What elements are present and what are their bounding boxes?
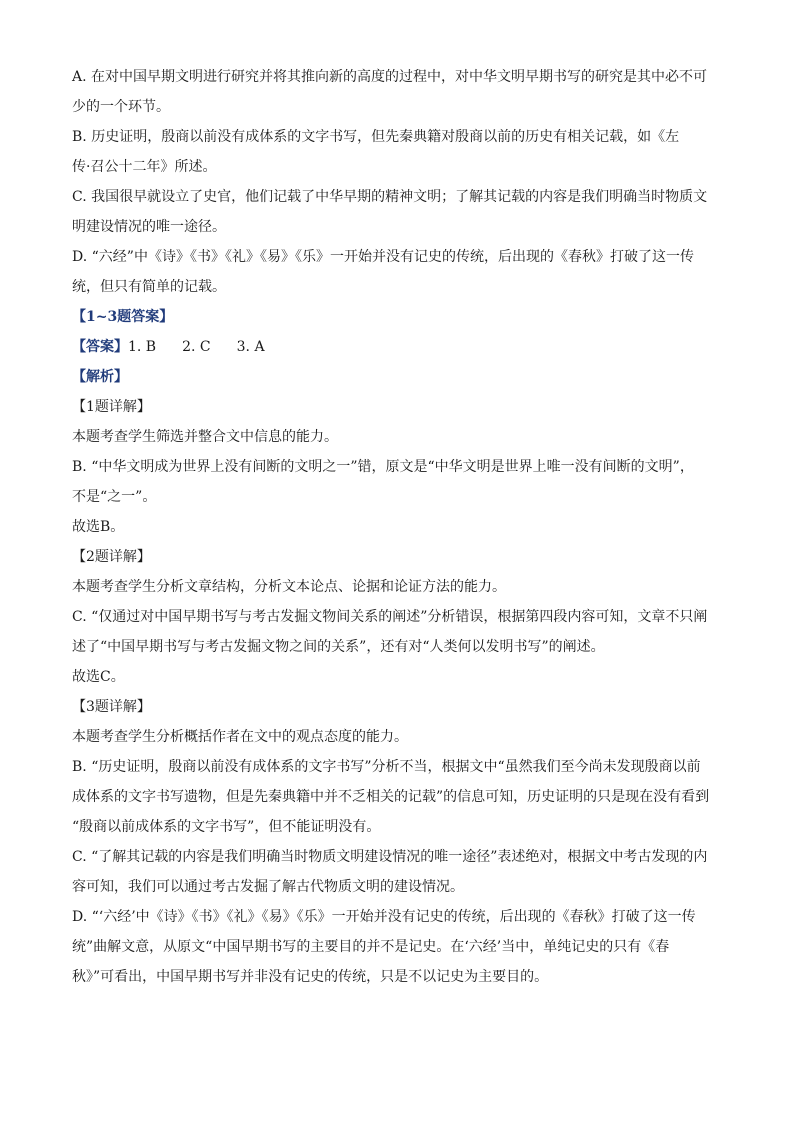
text-line: 明建设情况的唯一途径。: [72, 219, 226, 235]
answer-item: 3. A: [236, 339, 265, 355]
option-c: [72, 182, 724, 242]
text-line: 述了“中国早期书写与考古发掘文物之间的关系”，还有对“人类何以发明书写”的阐述。: [72, 639, 605, 655]
option-b: [72, 122, 724, 182]
text-line: “殷商以前成体系的文字书写”，但不能证明没有。: [72, 819, 381, 835]
q2-header: 【2题详解】: [72, 549, 151, 565]
text-line: 本题考查学生分析概括作者在文中的观点态度的能力。: [72, 729, 408, 745]
option-d: [72, 242, 724, 302]
answer-item: 2. C: [182, 339, 211, 355]
text-line: 故选B。: [72, 519, 125, 535]
text-line: 不是“之一”。: [72, 489, 157, 505]
text-line: B. “中华文明成为世界上没有间断的文明之一”错，原文是“中华文明是世界上唯一没有间断的文明”，: [72, 459, 694, 475]
text-line: 本题考查学生筛选并整合文中信息的能力。: [72, 429, 338, 445]
text-line: 容可知，我们可以通过考古发掘了解古代物质文明的建设情况。: [72, 879, 464, 895]
text-line: 成体系的文字书写遗物，但是先秦典籍中并不乏相关的记载”的信息可知，历史证明的只是现在没有看到: [72, 789, 710, 805]
text-line: 少的一个环节。: [72, 99, 170, 115]
text-line: B. 历史证明，殷商以前没有成体系的文字书写，但先秦典籍对殷商以前的历史有相关记载，如《左: [72, 129, 680, 145]
text-line: 统”曲解文意，从原文“中国早期书写的主要目的并不是记史。在‘六经’当中，单纯记史的只有《春: [72, 939, 670, 955]
q3-header: 【3题详解】: [72, 699, 151, 715]
text-line: D. “‘六经’中《诗》《书》《礼》《易》《乐》一开始并没有记史的传统，后出现的《春秋》打破了这一传: [72, 909, 696, 925]
text-line: D. “六经”中《诗》《书》《礼》《易》《乐》一开始并没有记史的传统，后出现的《春秋》打破了这一传: [72, 249, 694, 265]
text-line: 故选C。: [72, 669, 125, 685]
answer-label: 【答案】: [72, 339, 128, 355]
text-line: C. “了解其记载的内容是我们明确当时物质文明建设情况的唯一途径”表述绝对，根据文中考古发现的内: [72, 849, 708, 865]
answer-item: 1. B: [128, 339, 157, 355]
q1-detail: [72, 392, 724, 542]
analysis-header: 【解析】: [72, 369, 128, 385]
q3-detail: [72, 692, 724, 992]
text-line: 秋》”可看出，中国早期书写并非没有记史的传统，只是不以记史为主要目的。: [72, 969, 549, 985]
text-line: 传·召公十二年》所述。: [72, 159, 217, 175]
text-line: C. “仅通过对中国早期书写与考古发掘文物间关系的阐述”分析错误，根据第四段内容可知，文章不只阐: [72, 609, 708, 625]
document-page: [72, 62, 724, 992]
text-line: B. “历史证明，殷商以前没有成体系的文字书写”分析不当，根据文中“虽然我们至今尚未发现殷商以前: [72, 759, 701, 775]
q1-header: 【1题详解】: [72, 399, 151, 415]
q2-detail: [72, 542, 724, 692]
text-line: A. 在对中国早期文明进行研究并将其推向新的高度的过程中，对中华文明早期书写的研究是其中必不可: [72, 69, 708, 85]
option-a: [72, 62, 724, 122]
text-line: 统，但只有简单的记载。: [72, 279, 226, 295]
text-line: 本题考查学生分析文章结构，分析文本论点、论据和论证方法的能力。: [72, 579, 506, 595]
answer-line: [72, 332, 724, 362]
answer-section-header: 【1~3题答案】: [72, 309, 174, 325]
text-line: C. 我国很早就设立了史官，他们记载了中华早期的精神文明；了解其记载的内容是我们明确当时物质文: [72, 189, 708, 205]
